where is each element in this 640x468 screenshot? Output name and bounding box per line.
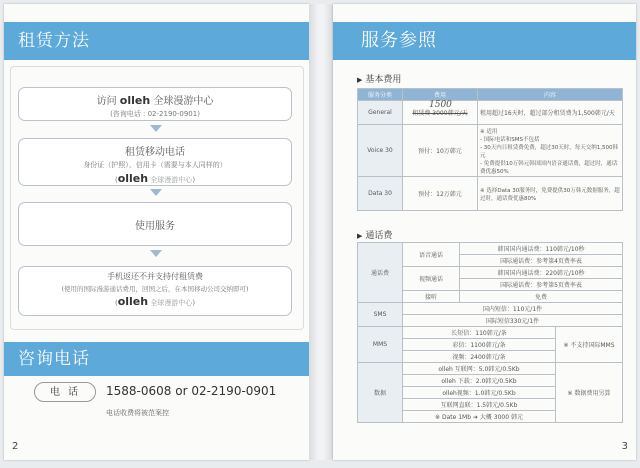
step-return-note: (使用的国际漫游通话费用，回国之后，在本国移动公司交纳即可) bbox=[61, 285, 249, 293]
consult-phone-banner: 咨询电话 bbox=[4, 342, 309, 376]
row-content: ※ 选择Data 30服务时，免费提供30万韩元数据服务，超过时，通话费优惠80% bbox=[478, 177, 623, 211]
book-gutter bbox=[309, 4, 333, 460]
table-row bbox=[358, 177, 623, 211]
center-name: 全球漫游中心 bbox=[150, 299, 193, 307]
row-category: General bbox=[358, 101, 403, 125]
service-reference-banner: 服务参照 bbox=[333, 22, 636, 60]
col-header-fee: 费用 bbox=[403, 89, 478, 101]
triangle-bullet-icon: ▶ bbox=[357, 232, 363, 240]
row-value: olleh 下载：2.0韩元/0.5Kb bbox=[403, 375, 556, 387]
phone-label: 电话 bbox=[34, 382, 96, 402]
row-category: 通话费 bbox=[358, 243, 403, 303]
phone-note: 电话收费将被范案控 bbox=[106, 409, 169, 417]
col-header-category: 服务分类 bbox=[358, 89, 403, 101]
triangle-bullet-icon: ▶ bbox=[357, 76, 363, 84]
olleh-logo: olleh bbox=[119, 94, 151, 107]
step-return-phone bbox=[18, 266, 292, 316]
step-visit-phone: (咨询电话 : 02-2190-0901) bbox=[110, 110, 200, 118]
down-arrow-icon bbox=[150, 250, 162, 257]
step-visit-center bbox=[18, 87, 292, 121]
handwritten-correction: 1500 bbox=[429, 100, 452, 110]
row-value: 国际短信330元/1件 bbox=[403, 315, 623, 327]
paren-open: ( bbox=[114, 299, 118, 307]
call-fee-heading bbox=[357, 228, 392, 241]
row-category: Voice 30 bbox=[358, 125, 403, 177]
step-return-title: 手机返还不并支持付租赁费 bbox=[107, 272, 203, 281]
table-row bbox=[358, 125, 623, 177]
call-fee-table bbox=[357, 242, 623, 423]
row-value: 国际通话费：参考第4页费率表 bbox=[460, 255, 623, 267]
phone-row bbox=[34, 382, 294, 417]
step-rent-phone bbox=[18, 138, 292, 186]
row-value: 国际通话费：参考第5页费率表 bbox=[460, 279, 623, 291]
row-content: ※ 适用 - 国际电话和SMS不包括 - 30天内日租赁费免费，超过30天时，每天交纳1,500韩元 - 免费提供10万韩元韩国国内语音通话费，超过时，通话费优惠50% bbox=[478, 125, 623, 177]
right-page bbox=[333, 4, 636, 460]
row-value: 韩国国内通话费：110韩元/10秒 bbox=[460, 243, 623, 255]
col-header-content: 内容 bbox=[478, 89, 623, 101]
row-fee: 预付：12万韩元 bbox=[403, 177, 478, 211]
row-category: Data 30 bbox=[358, 177, 403, 211]
step-rent-docs: 身份证（护照）、信用卡（需要与本人同样的） bbox=[83, 161, 227, 169]
center-name: 全球漫游中心 bbox=[150, 176, 193, 184]
row-category: 数据 bbox=[358, 363, 403, 423]
row-category: SMS bbox=[358, 303, 403, 327]
basic-fee-title: 基本费用 bbox=[365, 75, 402, 85]
paren-close: ) bbox=[192, 176, 196, 184]
left-page bbox=[4, 4, 309, 460]
row-value: olleh视频：1.0韩元/0.5Kb bbox=[403, 387, 556, 399]
row-subcategory: 视频通话 bbox=[403, 267, 460, 291]
rental-method-banner: 租赁方法 bbox=[4, 22, 309, 60]
row-fee: 预付：10万韩元 bbox=[403, 125, 478, 177]
table-row bbox=[358, 303, 623, 315]
olleh-logo: olleh bbox=[117, 172, 149, 185]
table-row bbox=[358, 243, 623, 255]
row-value: olleh 互联网：5.0韩元/0.5Kb bbox=[403, 363, 556, 375]
row-value: 国内短信：110元/1件 bbox=[403, 303, 623, 315]
row-value: 彩信：1100韩元/条 bbox=[403, 339, 556, 351]
row-value: 免费 bbox=[460, 291, 623, 303]
row-subcategory: 语音通话 bbox=[403, 243, 460, 267]
call-fee-title: 通话费 bbox=[365, 231, 393, 241]
olleh-logo: olleh bbox=[117, 295, 149, 308]
table-row bbox=[358, 363, 623, 375]
page-number-left: 2 bbox=[12, 441, 19, 452]
row-note: ※ 数据费用另算 bbox=[556, 363, 623, 423]
step-visit-prefix: 访问 bbox=[96, 96, 117, 107]
step-rent-title: 租赁移动电话 bbox=[125, 147, 185, 158]
table-row bbox=[358, 101, 623, 125]
down-arrow-icon bbox=[150, 189, 162, 196]
down-arrow-icon bbox=[150, 125, 162, 132]
paren-open: ( bbox=[114, 176, 118, 184]
row-value: 长短信：110韩元/条 bbox=[403, 327, 556, 339]
step-use-title: 使用服务 bbox=[135, 221, 175, 232]
basic-fee-heading bbox=[357, 72, 401, 85]
table-row bbox=[358, 327, 623, 339]
row-content: 租用超过16天时，超过部分租赁费为1,500韩元/天 bbox=[478, 101, 623, 125]
page-number-right: 3 bbox=[621, 441, 628, 452]
row-value: 韩国国内通话费：220韩元/10秒 bbox=[460, 267, 623, 279]
row-value: 视频：2400韩元/条 bbox=[403, 351, 556, 363]
row-category: MMS bbox=[358, 327, 403, 363]
basic-fee-table bbox=[357, 88, 623, 211]
table-header-row bbox=[358, 89, 623, 101]
row-fee-text: 租赁费 3000韩元/天 bbox=[412, 110, 468, 117]
step-visit-suffix: 全球漫游中心 bbox=[153, 96, 214, 107]
step-use-service bbox=[18, 202, 292, 246]
row-subcategory: 接听 bbox=[403, 291, 460, 303]
row-value: ※ Date 1Mb ➔ 大概 3000 韩元 bbox=[403, 411, 556, 423]
row-note: ※ 不支持国际MMS bbox=[556, 327, 623, 363]
row-value: 互联网直联：1.5韩元/0.5Kb bbox=[403, 399, 556, 411]
phone-numbers: 1588-0608 or 02-2190-0901 bbox=[106, 384, 277, 398]
paren-close: ) bbox=[192, 299, 196, 307]
